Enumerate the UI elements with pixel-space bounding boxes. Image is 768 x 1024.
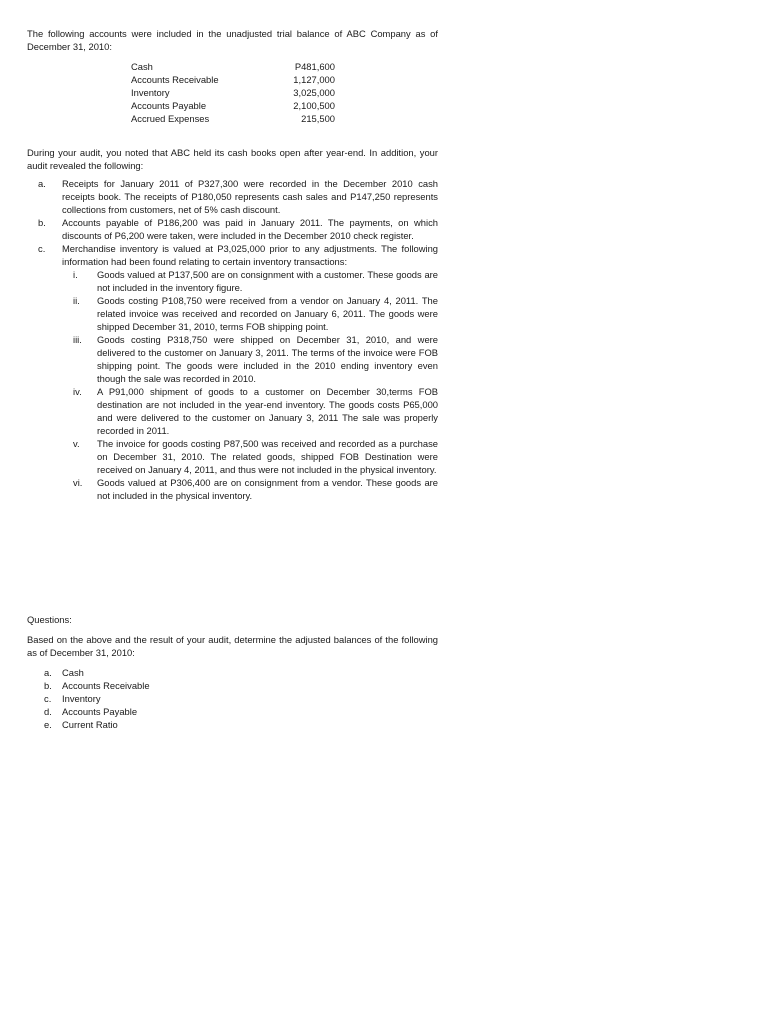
questions-intro: Based on the above and the result of your audit, determine the adjusted balances of the following as of December 31, 2010: <box>27 634 438 658</box>
questions-heading: Questions: <box>27 614 72 625</box>
finding-text: Accounts payable of P186,200 was paid in January 2011. The payments, on which discounts of P6,200 were taken, were included in the December 2010 check register. <box>62 217 438 241</box>
sub-item-text: A P91,000 shipment of goods to a customer on December 30,terms FOB destination are not included in the year-end inventory. The goods costs P65,000 and were delivered to the customer on January 3, 2011 The sale was properly recorded in 2011. <box>97 386 438 436</box>
question-text: Current Ratio <box>62 719 118 730</box>
account-name: Cash <box>131 61 153 72</box>
question-item <box>27 705 438 718</box>
account-amount: 215,500 <box>301 113 335 124</box>
sub-item-number: iii. <box>73 334 82 345</box>
question-letter: a. <box>44 667 52 678</box>
question-text: Accounts Receivable <box>62 680 150 691</box>
account-amount: 2,100,500 <box>293 100 335 111</box>
account-amount: 3,025,000 <box>293 87 335 98</box>
finding-text: Receipts for January 2011 of P327,300 were recorded in the December 2010 cash receipts book. The receipts of P180,050 represents cash sales and P147,250 represents collections from customers, net of 5% cash discount. <box>62 178 438 215</box>
inventory-sub-item <box>63 385 438 437</box>
sub-item-number: i. <box>73 269 78 280</box>
finding-item <box>27 216 438 242</box>
account-amount: 1,127,000 <box>293 74 335 85</box>
question-item <box>27 692 438 705</box>
question-text: Cash <box>62 667 84 678</box>
sub-item-text: Goods costing P318,750 were shipped on December 31, 2010, and were delivered to the customer on January 3, 2011. The terms of the invoice were FOB shipping point. The goods were included in the 2010 ending inventory even though the sale was recorded in 2010. <box>97 334 438 384</box>
document-page <box>27 27 438 731</box>
finding-text: Merchandise inventory is valued at P3,025,000 prior to any adjustments. The following information had been found relating to certain inventory transactions: <box>62 243 438 267</box>
sub-item-text: Goods valued at P306,400 are on consignment from a vendor. These goods are not included in the physical inventory. <box>97 477 438 501</box>
finding-letter: c. <box>38 243 46 254</box>
trial-balance-row <box>131 86 335 99</box>
finding-item <box>27 177 438 216</box>
question-letter: e. <box>44 719 52 730</box>
inventory-sub-item <box>63 294 438 333</box>
question-item <box>27 718 438 731</box>
account-name: Accrued Expenses <box>131 113 210 124</box>
sub-item-number: iv. <box>73 386 82 397</box>
account-name: Accounts Receivable <box>131 74 219 85</box>
question-text: Inventory <box>62 693 101 704</box>
sub-item-number: ii. <box>73 295 80 306</box>
account-name: Accounts Payable <box>131 100 207 111</box>
inventory-sub-item <box>63 476 438 502</box>
inventory-sub-item <box>63 437 438 476</box>
finding-letter: b. <box>38 217 46 228</box>
finding-letter: a. <box>38 178 46 189</box>
trial-balance-row <box>131 73 335 86</box>
audit-intro-paragraph: During your audit, you noted that ABC held its cash books open after year-end. In addition, your audit revealed the following: <box>27 147 438 171</box>
account-name: Inventory <box>131 87 170 98</box>
finding-item <box>27 242 438 268</box>
account-amount: P481,600 <box>294 61 335 72</box>
audit-findings-list <box>27 177 438 502</box>
sub-item-text: Goods valued at P137,500 are on consignment with a customer. These goods are not included in the inventory figure. <box>97 269 438 293</box>
question-item <box>27 666 438 679</box>
questions-list <box>27 666 438 731</box>
inventory-sub-item <box>63 268 438 294</box>
question-letter: b. <box>44 680 52 691</box>
trial-balance-table <box>131 60 335 125</box>
trial-balance-row <box>131 99 335 112</box>
sub-item-text: Goods costing P108,750 were received from a vendor on January 4, 2011. The related invoice was received and recorded on January 6, 2011. The goods were shipped December 31, 2010, terms FOB shipping point. <box>97 295 438 332</box>
question-letter: d. <box>44 706 52 717</box>
sub-item-text: The invoice for goods costing P87,500 was received and recorded as a purchase on December 31, 2010. The related goods, shipped FOB Destination were received on January 4, 2011, and thus were not included in the physical inventory. <box>97 438 438 475</box>
intro-paragraph: The following accounts were included in the unadjusted trial balance of ABC Company as of December 31, 2010: <box>27 28 438 52</box>
sub-item-number: vi. <box>73 477 83 488</box>
question-text: Accounts Payable <box>62 706 138 717</box>
question-item <box>27 679 438 692</box>
inventory-sub-item <box>63 333 438 385</box>
trial-balance-row <box>131 112 335 125</box>
trial-balance-row <box>131 60 335 73</box>
sub-item-number: v. <box>73 438 80 449</box>
question-letter: c. <box>44 693 52 704</box>
